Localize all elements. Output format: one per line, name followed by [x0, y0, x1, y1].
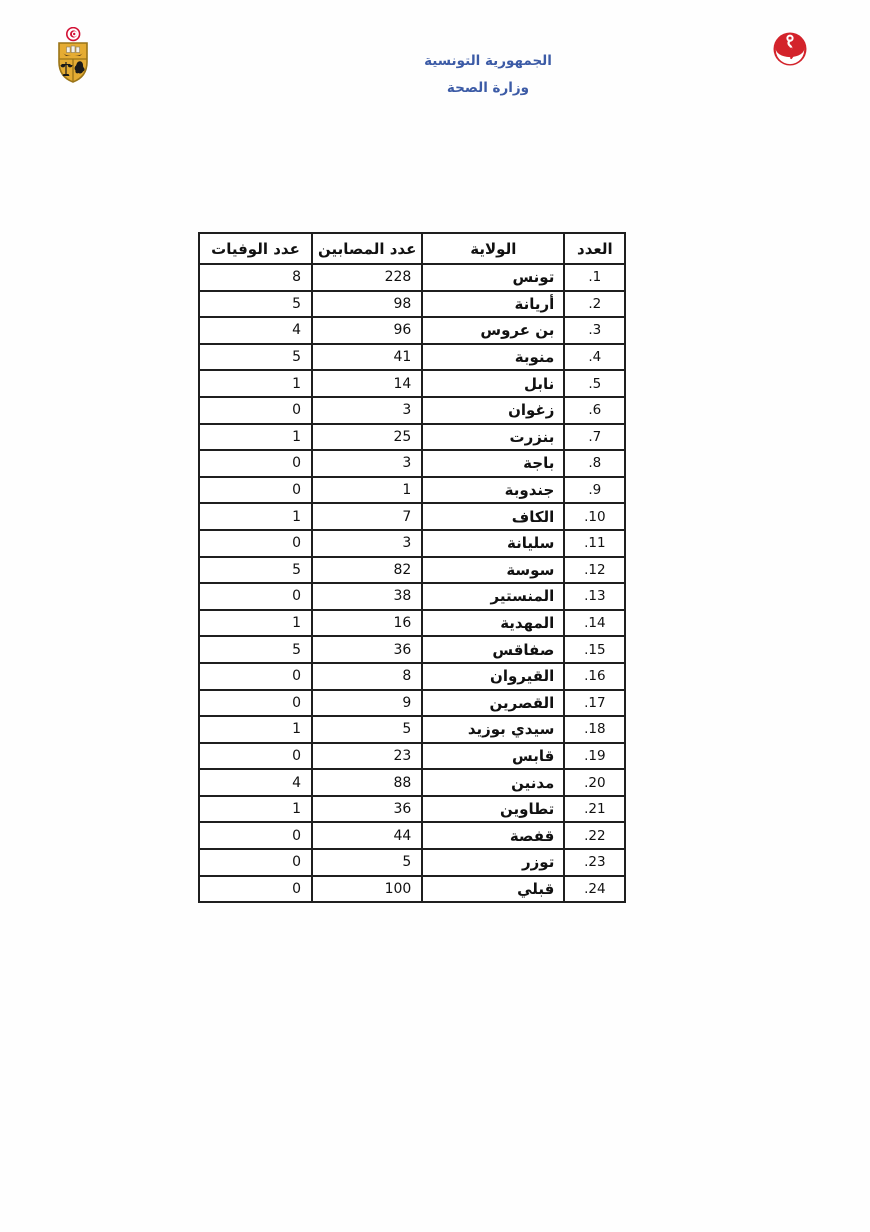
table-row	[199, 397, 625, 424]
rank-cell: .11	[564, 530, 625, 557]
governorate-cell: نابل	[422, 370, 564, 397]
deaths-cell: 0	[199, 690, 312, 717]
cases-cell: 16	[312, 610, 422, 637]
rank-cell: .7	[564, 424, 625, 451]
table-row	[199, 636, 625, 663]
governorate-cell: منوبة	[422, 344, 564, 371]
table-row	[199, 663, 625, 690]
governorate-cell: قابس	[422, 743, 564, 770]
rank-cell: .18	[564, 716, 625, 743]
table-row	[199, 743, 625, 770]
governorate-cell: المنستير	[422, 583, 564, 610]
rank-cell: .17	[564, 690, 625, 717]
column-header-rank: العدد	[564, 233, 625, 264]
table-row	[199, 317, 625, 344]
rank-cell: .19	[564, 743, 625, 770]
cases-cell: 8	[312, 663, 422, 690]
deaths-cell: 1	[199, 503, 312, 530]
deaths-cell: 5	[199, 291, 312, 318]
deaths-cell: 1	[199, 716, 312, 743]
deaths-cell: 1	[199, 796, 312, 823]
governorate-cell: بنزرت	[422, 424, 564, 451]
cases-cell: 7	[312, 503, 422, 530]
cases-cell: 98	[312, 291, 422, 318]
deaths-cell: 0	[199, 822, 312, 849]
rank-cell: .6	[564, 397, 625, 424]
deaths-cell: 5	[199, 636, 312, 663]
table-row	[199, 477, 625, 504]
cases-cell: 228	[312, 264, 422, 291]
cases-cell: 3	[312, 397, 422, 424]
rank-cell: .2	[564, 291, 625, 318]
rank-cell: .20	[564, 769, 625, 796]
table-row	[199, 424, 625, 451]
cases-cell: 36	[312, 796, 422, 823]
table-row	[199, 583, 625, 610]
rank-cell: .4	[564, 344, 625, 371]
rank-cell: .14	[564, 610, 625, 637]
cases-cell: 3	[312, 530, 422, 557]
governorate-cell: القيروان	[422, 663, 564, 690]
rank-cell: .23	[564, 849, 625, 876]
rank-cell: .5	[564, 370, 625, 397]
cases-cell: 23	[312, 743, 422, 770]
table-row	[199, 716, 625, 743]
deaths-cell: 4	[199, 769, 312, 796]
governorate-cell: جندوبة	[422, 477, 564, 504]
rank-cell: .12	[564, 557, 625, 584]
rank-cell: .15	[564, 636, 625, 663]
cases-cell: 38	[312, 583, 422, 610]
table-row	[199, 503, 625, 530]
deaths-cell: 4	[199, 317, 312, 344]
tunisia-coat-of-arms-icon	[57, 27, 89, 87]
governorate-cell: زغوان	[422, 397, 564, 424]
governorate-cell: أريانة	[422, 291, 564, 318]
column-header-governorate: الولاية	[422, 233, 564, 264]
deaths-cell: 5	[199, 344, 312, 371]
cases-cell: 96	[312, 317, 422, 344]
deaths-cell: 0	[199, 530, 312, 557]
cases-cell: 41	[312, 344, 422, 371]
governorate-cell: سليانة	[422, 530, 564, 557]
cases-cell: 5	[312, 716, 422, 743]
cases-cell: 1	[312, 477, 422, 504]
governorate-cell: توزر	[422, 849, 564, 876]
table-row	[199, 344, 625, 371]
deaths-cell: 0	[199, 450, 312, 477]
governorate-cell: سيدي بوزيد	[422, 716, 564, 743]
deaths-cell: 0	[199, 743, 312, 770]
column-header-deaths: عدد الوفيات	[199, 233, 312, 264]
cases-cell: 100	[312, 876, 422, 903]
cases-cell: 5	[312, 849, 422, 876]
table-header-row	[199, 233, 625, 264]
cases-cell: 14	[312, 370, 422, 397]
rank-cell: .9	[564, 477, 625, 504]
table-row	[199, 291, 625, 318]
table-row	[199, 450, 625, 477]
rank-cell: .21	[564, 796, 625, 823]
deaths-cell: 0	[199, 477, 312, 504]
governorate-cell: قبلي	[422, 876, 564, 903]
deaths-cell: 1	[199, 610, 312, 637]
cases-cell: 36	[312, 636, 422, 663]
table-row	[199, 264, 625, 291]
deaths-cell: 0	[199, 397, 312, 424]
governorate-cell: القصرين	[422, 690, 564, 717]
table-row	[199, 610, 625, 637]
rank-cell: .13	[564, 583, 625, 610]
table-body	[199, 264, 625, 902]
governorate-cell: بن عروس	[422, 317, 564, 344]
governorate-cell: مدنين	[422, 769, 564, 796]
governorate-cell: قفصة	[422, 822, 564, 849]
table-row	[199, 557, 625, 584]
cases-cell: 3	[312, 450, 422, 477]
ministry-of-health-emblem-icon	[772, 31, 808, 71]
table-row	[199, 690, 625, 717]
rank-cell: .8	[564, 450, 625, 477]
cases-cell: 82	[312, 557, 422, 584]
governorate-cell: المهدية	[422, 610, 564, 637]
deaths-cell: 0	[199, 849, 312, 876]
table-row	[199, 370, 625, 397]
governorate-cell: تونس	[422, 264, 564, 291]
column-header-cases: عدد المصابين	[312, 233, 422, 264]
deaths-cell: 0	[199, 583, 312, 610]
cases-cell: 9	[312, 690, 422, 717]
governorate-cell: الكاف	[422, 503, 564, 530]
table-row	[199, 849, 625, 876]
table-header	[199, 233, 625, 264]
ministry-title: وزارة الصحة	[446, 80, 530, 96]
governorate-statistics-table	[198, 232, 626, 903]
table-row	[199, 530, 625, 557]
table-row	[199, 876, 625, 903]
deaths-cell: 1	[199, 370, 312, 397]
table-row	[199, 796, 625, 823]
deaths-cell: 5	[199, 557, 312, 584]
governorate-cell: تطاوين	[422, 796, 564, 823]
country-title: الجمهورية التونسية	[424, 53, 552, 69]
deaths-cell: 0	[199, 876, 312, 903]
cases-cell: 88	[312, 769, 422, 796]
rank-cell: .24	[564, 876, 625, 903]
rank-cell: .10	[564, 503, 625, 530]
cases-cell: 25	[312, 424, 422, 451]
table-row	[199, 769, 625, 796]
deaths-cell: 0	[199, 663, 312, 690]
governorate-cell: باجة	[422, 450, 564, 477]
deaths-cell: 1	[199, 424, 312, 451]
rank-cell: .22	[564, 822, 625, 849]
deaths-cell: 8	[199, 264, 312, 291]
rank-cell: .3	[564, 317, 625, 344]
rank-cell: .16	[564, 663, 625, 690]
header-title-block	[368, 53, 608, 96]
governorate-cell: سوسة	[422, 557, 564, 584]
rank-cell: .1	[564, 264, 625, 291]
cases-cell: 44	[312, 822, 422, 849]
governorate-cell: صفاقس	[422, 636, 564, 663]
table-row	[199, 822, 625, 849]
